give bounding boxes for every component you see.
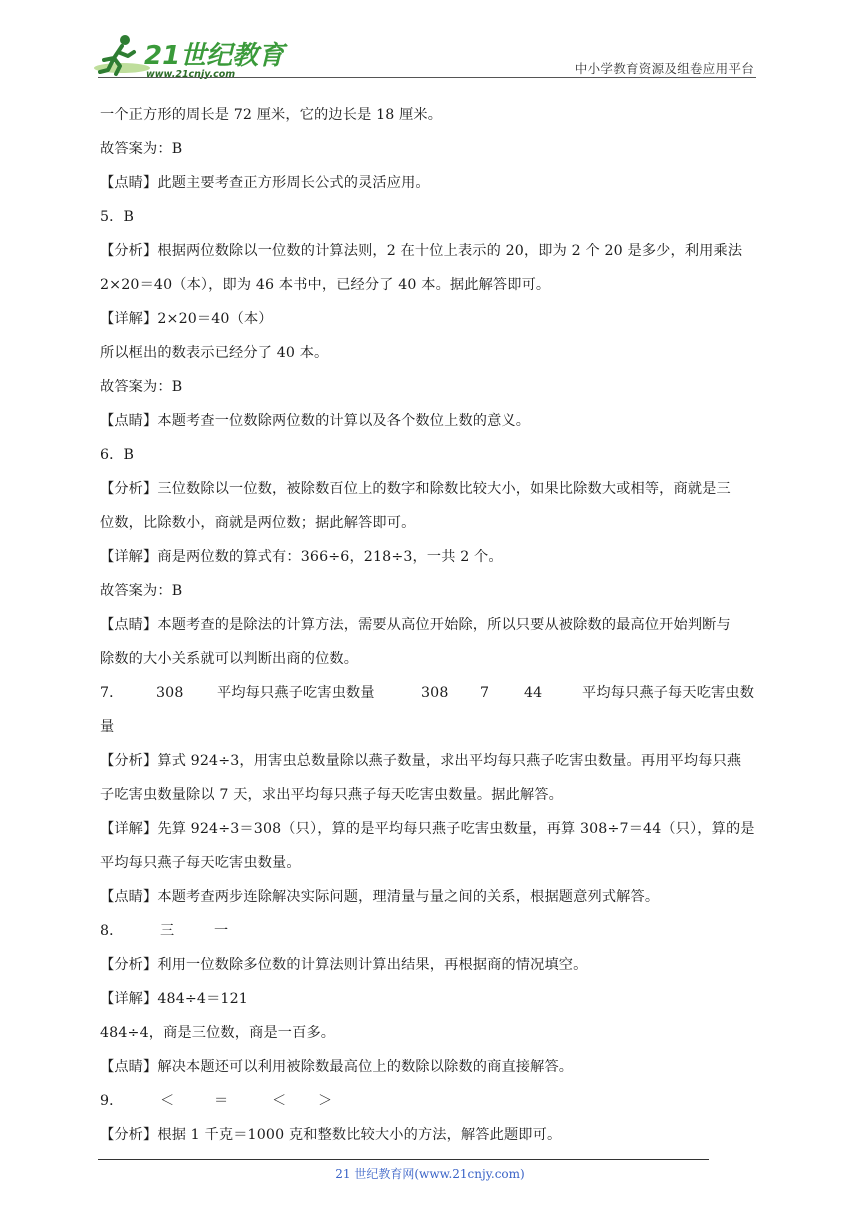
text-line: 子吃害虫数量除以 7 天，求出平均每只燕子每天吃害虫数量。据此解答。: [100, 787, 563, 803]
platform-title: 中小学教育资源及组卷应用平台: [574, 61, 754, 76]
text-line: 除数的大小关系就可以判断出商的位数。: [100, 651, 359, 667]
text-line: 【详解】商是两位数的算式有：366÷6，218÷3，一共 2 个。: [100, 549, 503, 565]
q7-answer-4: 7: [480, 685, 490, 701]
text-line: 【点睛】此题主要考查正方形周长公式的灵活应用。: [100, 175, 430, 191]
q7-answer-1: 308: [156, 685, 184, 701]
text-line: 【点睛】本题考查的是除法的计算方法，需要从高位开始除，所以只要从被除数的最高位开始判断与: [100, 617, 731, 633]
text-line: 【分析】利用一位数除多位数的计算法则计算出结果，再根据商的情况填空。: [100, 957, 588, 973]
text-line: 位数，比除数小，商就是两位数；据此解答即可。: [100, 515, 416, 531]
q7-answer-3: 308: [421, 685, 449, 701]
text-line: 一个正方形的周长是 72 厘米，它的边长是 18 厘米。: [100, 107, 443, 123]
text-line: 平均每只燕子每天吃害虫数量。: [100, 855, 301, 871]
text-line: 【点睛】解决本题还可以利用被除数最高位上的数除以除数的商直接解答。: [100, 1059, 574, 1075]
text-line: 所以框出的数表示已经分了 40 本。: [100, 345, 329, 361]
q8-number: 8．: [100, 923, 124, 939]
q9-number: 9．: [100, 1093, 124, 1109]
footer-link[interactable]: 21 世纪教育网(www.21cnjy.com): [335, 1167, 525, 1181]
site-logo[interactable]: [92, 30, 285, 80]
answer-content: [100, 98, 765, 1152]
text-line: 【分析】算式 924÷3，用害虫总数量除以燕子数量，求出平均每只燕子吃害虫数量。再用平均每只燕: [100, 753, 742, 769]
text-line: 2×20＝40（本），即为 46 本书中，已经分了 40 本。据此解答即可。: [100, 277, 551, 293]
text-line: 故答案为：B: [100, 141, 183, 157]
q9-answer-3: ＜: [272, 1093, 287, 1109]
question-number: 5．B: [100, 209, 135, 225]
text-line: 【详解】先算 924÷3＝308（只），算的是平均每只燕子吃害虫数量，再算 308÷7＝44（只），算的是: [100, 821, 755, 837]
q7-answer-wrap: 量: [100, 719, 115, 735]
q9-answers: [100, 1084, 765, 1118]
logo-text: 21世纪教育: [144, 41, 285, 71]
text-line: 故答案为：B: [100, 379, 183, 395]
q9-answer-4: ＞: [318, 1093, 333, 1109]
runner-logo-icon: [92, 30, 285, 80]
text-line: 【点睛】本题考查一位数除两位数的计算以及各个数位上数的意义。: [100, 413, 531, 429]
q8-answer-1: 三: [160, 923, 175, 939]
text-line: 【分析】三位数除以一位数，被除数百位上的数字和除数比较大小，如果比除数大或相等，商就是三: [100, 481, 731, 497]
text-line: 【详解】484÷4＝121: [100, 991, 248, 1007]
text-line: 484÷4，商是三位数，商是一百多。: [100, 1025, 336, 1041]
text-line: 【点睛】本题考查两步连除解决实际问题，理清量与量之间的关系，根据题意列式解答。: [100, 889, 660, 905]
q8-answer-2: 一: [214, 923, 229, 939]
q9-answer-1: ＜: [160, 1093, 175, 1109]
q7-answers: [100, 676, 765, 710]
logo-url: www.21cnjy.com: [146, 69, 236, 80]
text-line: 【详解】2×20＝40（本）: [100, 311, 273, 327]
question-number: 6．B: [100, 447, 135, 463]
text-line: 故答案为：B: [100, 583, 183, 599]
q7-answer-6: 平均每只燕子每天吃害虫数: [582, 685, 755, 701]
footer-divider: [98, 1159, 709, 1160]
header-divider: [98, 77, 756, 78]
q7-answer-2: 平均每只燕子吃害虫数量: [217, 685, 375, 701]
text-line: 【分析】根据两位数除以一位数的计算法则，2 在十位上表示的 20，即为 2 个 20 是多少，利用乘法: [100, 243, 743, 259]
q8-answers: [100, 914, 765, 948]
q9-answer-2: ＝: [214, 1093, 229, 1109]
text-line: 【分析】根据 1 千克＝1000 克和整数比较大小的方法，解答此题即可。: [100, 1127, 562, 1143]
q7-answer-5: 44: [524, 685, 543, 701]
q7-number: 7．: [100, 685, 124, 701]
page-header: [0, 0, 860, 82]
